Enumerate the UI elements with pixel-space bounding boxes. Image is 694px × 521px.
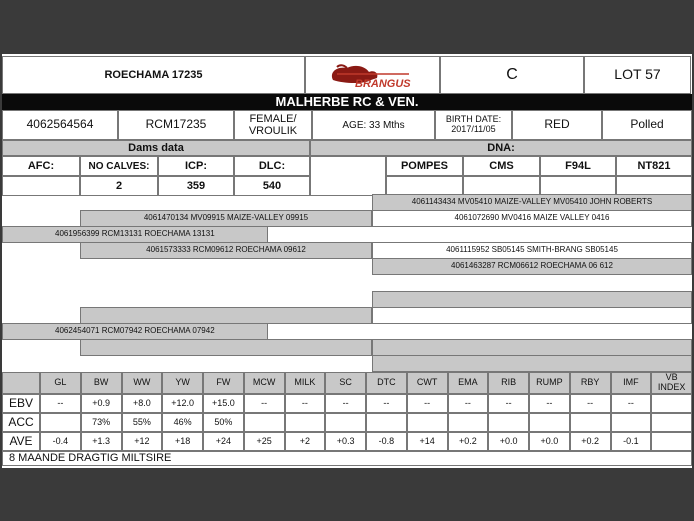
ebv-cell (40, 413, 81, 432)
ebv-cell: +0.0 (488, 432, 529, 451)
ebv-col-header: CWT (407, 372, 448, 394)
bull-icon (325, 60, 421, 90)
ebv-cell: -- (366, 394, 407, 413)
ebv-cell: +8.0 (122, 394, 163, 413)
pedigree-dam-sire: 4061470134 MV09915 MAIZE-VALLEY 09915 (80, 210, 372, 227)
pedigree-sire-dam-dam (372, 355, 692, 372)
pedigree-sire-dam-sire (372, 339, 692, 356)
pedigree-sire-sire-dam (372, 307, 692, 324)
remark: 8 MAANDE DRAGTIG MILTSIRE (2, 451, 692, 466)
color: RED (512, 110, 602, 140)
ebv-cell: -- (325, 394, 366, 413)
ebv-cell (325, 413, 366, 432)
icp-label: ICP: (158, 156, 234, 176)
ebv-cell: +12 (122, 432, 163, 451)
ebv-cell (488, 413, 529, 432)
ebv-cell: -0.8 (366, 432, 407, 451)
registration-number: RCM17235 (118, 110, 234, 140)
pedigree-dam-dam-dam: 4061463287 RCM06612 ROECHAMA 06 612 (372, 258, 692, 275)
ebv-col-header: VB INDEX (651, 372, 692, 394)
ebv-cell (448, 413, 489, 432)
logo-text: BRANGUS (354, 78, 411, 90)
class-grade: C (440, 56, 584, 94)
ebv-cell: -0.1 (611, 432, 652, 451)
ebv-cell (651, 432, 692, 451)
ebv-cell: 73% (81, 413, 122, 432)
ebv-cell: +15.0 (203, 394, 244, 413)
sex-line1: FEMALE/ (249, 112, 297, 125)
ebv-cell: +2 (285, 432, 326, 451)
ebv-cell: -0.4 (40, 432, 81, 451)
ebv-cell: -- (570, 394, 611, 413)
ebv-cell (244, 413, 285, 432)
ebv-cell: -- (448, 394, 489, 413)
ebv-col-header: BW (81, 372, 122, 394)
ebv-cell: +0.2 (448, 432, 489, 451)
ebv-cell: +14 (407, 432, 448, 451)
dna-value-cms (463, 176, 540, 196)
brangus-logo (305, 56, 440, 94)
ebv-cell (407, 413, 448, 432)
ebv-cell: +18 (162, 432, 203, 451)
ebv-cell: 50% (203, 413, 244, 432)
ebv-row-label: ACC (2, 413, 40, 432)
ebv-cell: 46% (162, 413, 203, 432)
polled: Polled (602, 110, 692, 140)
pedigree-dam-dam: 4061573333 RCM09612 ROECHAMA 09612 (80, 242, 372, 259)
dna-f94l: F94L (540, 156, 616, 176)
ebv-col-header: FW (203, 372, 244, 394)
ebv-cell (651, 394, 692, 413)
ebv-corner (2, 372, 40, 394)
calves-label: NO CALVES: (80, 156, 158, 176)
dams-data-title: Dams data (2, 140, 310, 156)
afc-value (2, 176, 80, 196)
ebv-cell (366, 413, 407, 432)
pedigree-dam-sire-sire: 4061143434 MV05410 MAIZE-VALLEY MV05410 JOHN ROBERTS (372, 194, 692, 211)
ebv-cell (285, 413, 326, 432)
ebv-col-header: YW (162, 372, 203, 394)
dna-value-nt821 (616, 176, 692, 196)
ebv-col-header: MCW (244, 372, 285, 394)
pedigree-sire-sire (80, 307, 372, 324)
ebv-cell: -- (611, 394, 652, 413)
pedigree-sire-dam (80, 339, 372, 356)
ebv-cell (529, 413, 570, 432)
pedigree-dam-dam-sire: 4061115952 SB05145 SMITH-BRANG SB05145 (372, 242, 692, 259)
ebv-col-header: DTC (366, 372, 407, 394)
ebv-row-label: AVE (2, 432, 40, 451)
ebv-cell: -- (40, 394, 81, 413)
ebv-cell: +1.3 (81, 432, 122, 451)
ebv-cell: +12.0 (162, 394, 203, 413)
dlc-label: DLC: (234, 156, 310, 176)
ebv-cell: +0.3 (325, 432, 366, 451)
birth-date-label: BIRTH DATE: (445, 114, 502, 125)
ebv-col-header: SC (325, 372, 366, 394)
pedigree-dam: 4061956399 RCM13131 ROECHAMA 13131 (2, 226, 268, 243)
ebv-col-header: IMF (611, 372, 652, 394)
ebv-cell: 55% (122, 413, 163, 432)
ebv-col-header: RIB (488, 372, 529, 394)
ebv-cell: +24 (203, 432, 244, 451)
ebv-cell (611, 413, 652, 432)
dna-pompes: POMPES (386, 156, 463, 176)
dna-value-pompes (386, 176, 463, 196)
pedigree-sire-sire-sire (372, 291, 692, 308)
ebv-row-label: EBV (2, 394, 40, 413)
ebv-cell: +0.0 (529, 432, 570, 451)
ebv-cell: -- (407, 394, 448, 413)
ebv-col-header: RUMP (529, 372, 570, 394)
pedigree-sire: 4062454071 RCM07942 ROECHAMA 07942 (2, 323, 268, 340)
dlc-value: 540 (234, 176, 310, 196)
dna-nt821: NT821 (616, 156, 692, 176)
ebv-cell: -- (244, 394, 285, 413)
ebv-col-header: EMA (448, 372, 489, 394)
ebv-cell: -- (529, 394, 570, 413)
ebv-cell: +0.2 (570, 432, 611, 451)
ebv-cell (570, 413, 611, 432)
ebv-col-header: RBY (570, 372, 611, 394)
dna-value-f94l (540, 176, 616, 196)
ebv-col-header: WW (122, 372, 163, 394)
birth-date-value: 2017/11/05 (451, 124, 496, 134)
birth-date (435, 110, 512, 140)
dna-cms: CMS (463, 156, 540, 176)
lot-card (2, 54, 692, 468)
animal-id: 4062564564 (2, 110, 118, 140)
dna-spacer (310, 156, 386, 196)
animal-name: ROECHAMA 17235 (2, 56, 305, 94)
dna-title: DNA: (310, 140, 692, 156)
ebv-cell (651, 413, 692, 432)
ebv-col-header: GL (40, 372, 81, 394)
afc-label: AFC: (2, 156, 80, 176)
sex (234, 110, 312, 140)
ebv-cell: -- (285, 394, 326, 413)
pedigree-dam-sire-dam: 4061072690 MV0416 MAIZE VALLEY 0416 (372, 210, 692, 227)
sex-line2: VROULIK (248, 125, 298, 137)
ebv-cell: +25 (244, 432, 285, 451)
lot-number: LOT 57 (584, 56, 691, 94)
icp-value: 359 (158, 176, 234, 196)
age: AGE: 33 Mths (312, 110, 435, 140)
ebv-cell: -- (488, 394, 529, 413)
breeder-banner: MALHERBE RC & VEN. (2, 94, 692, 110)
calves-value: 2 (80, 176, 158, 196)
ebv-cell: +0.9 (81, 394, 122, 413)
ebv-col-header: MILK (285, 372, 326, 394)
